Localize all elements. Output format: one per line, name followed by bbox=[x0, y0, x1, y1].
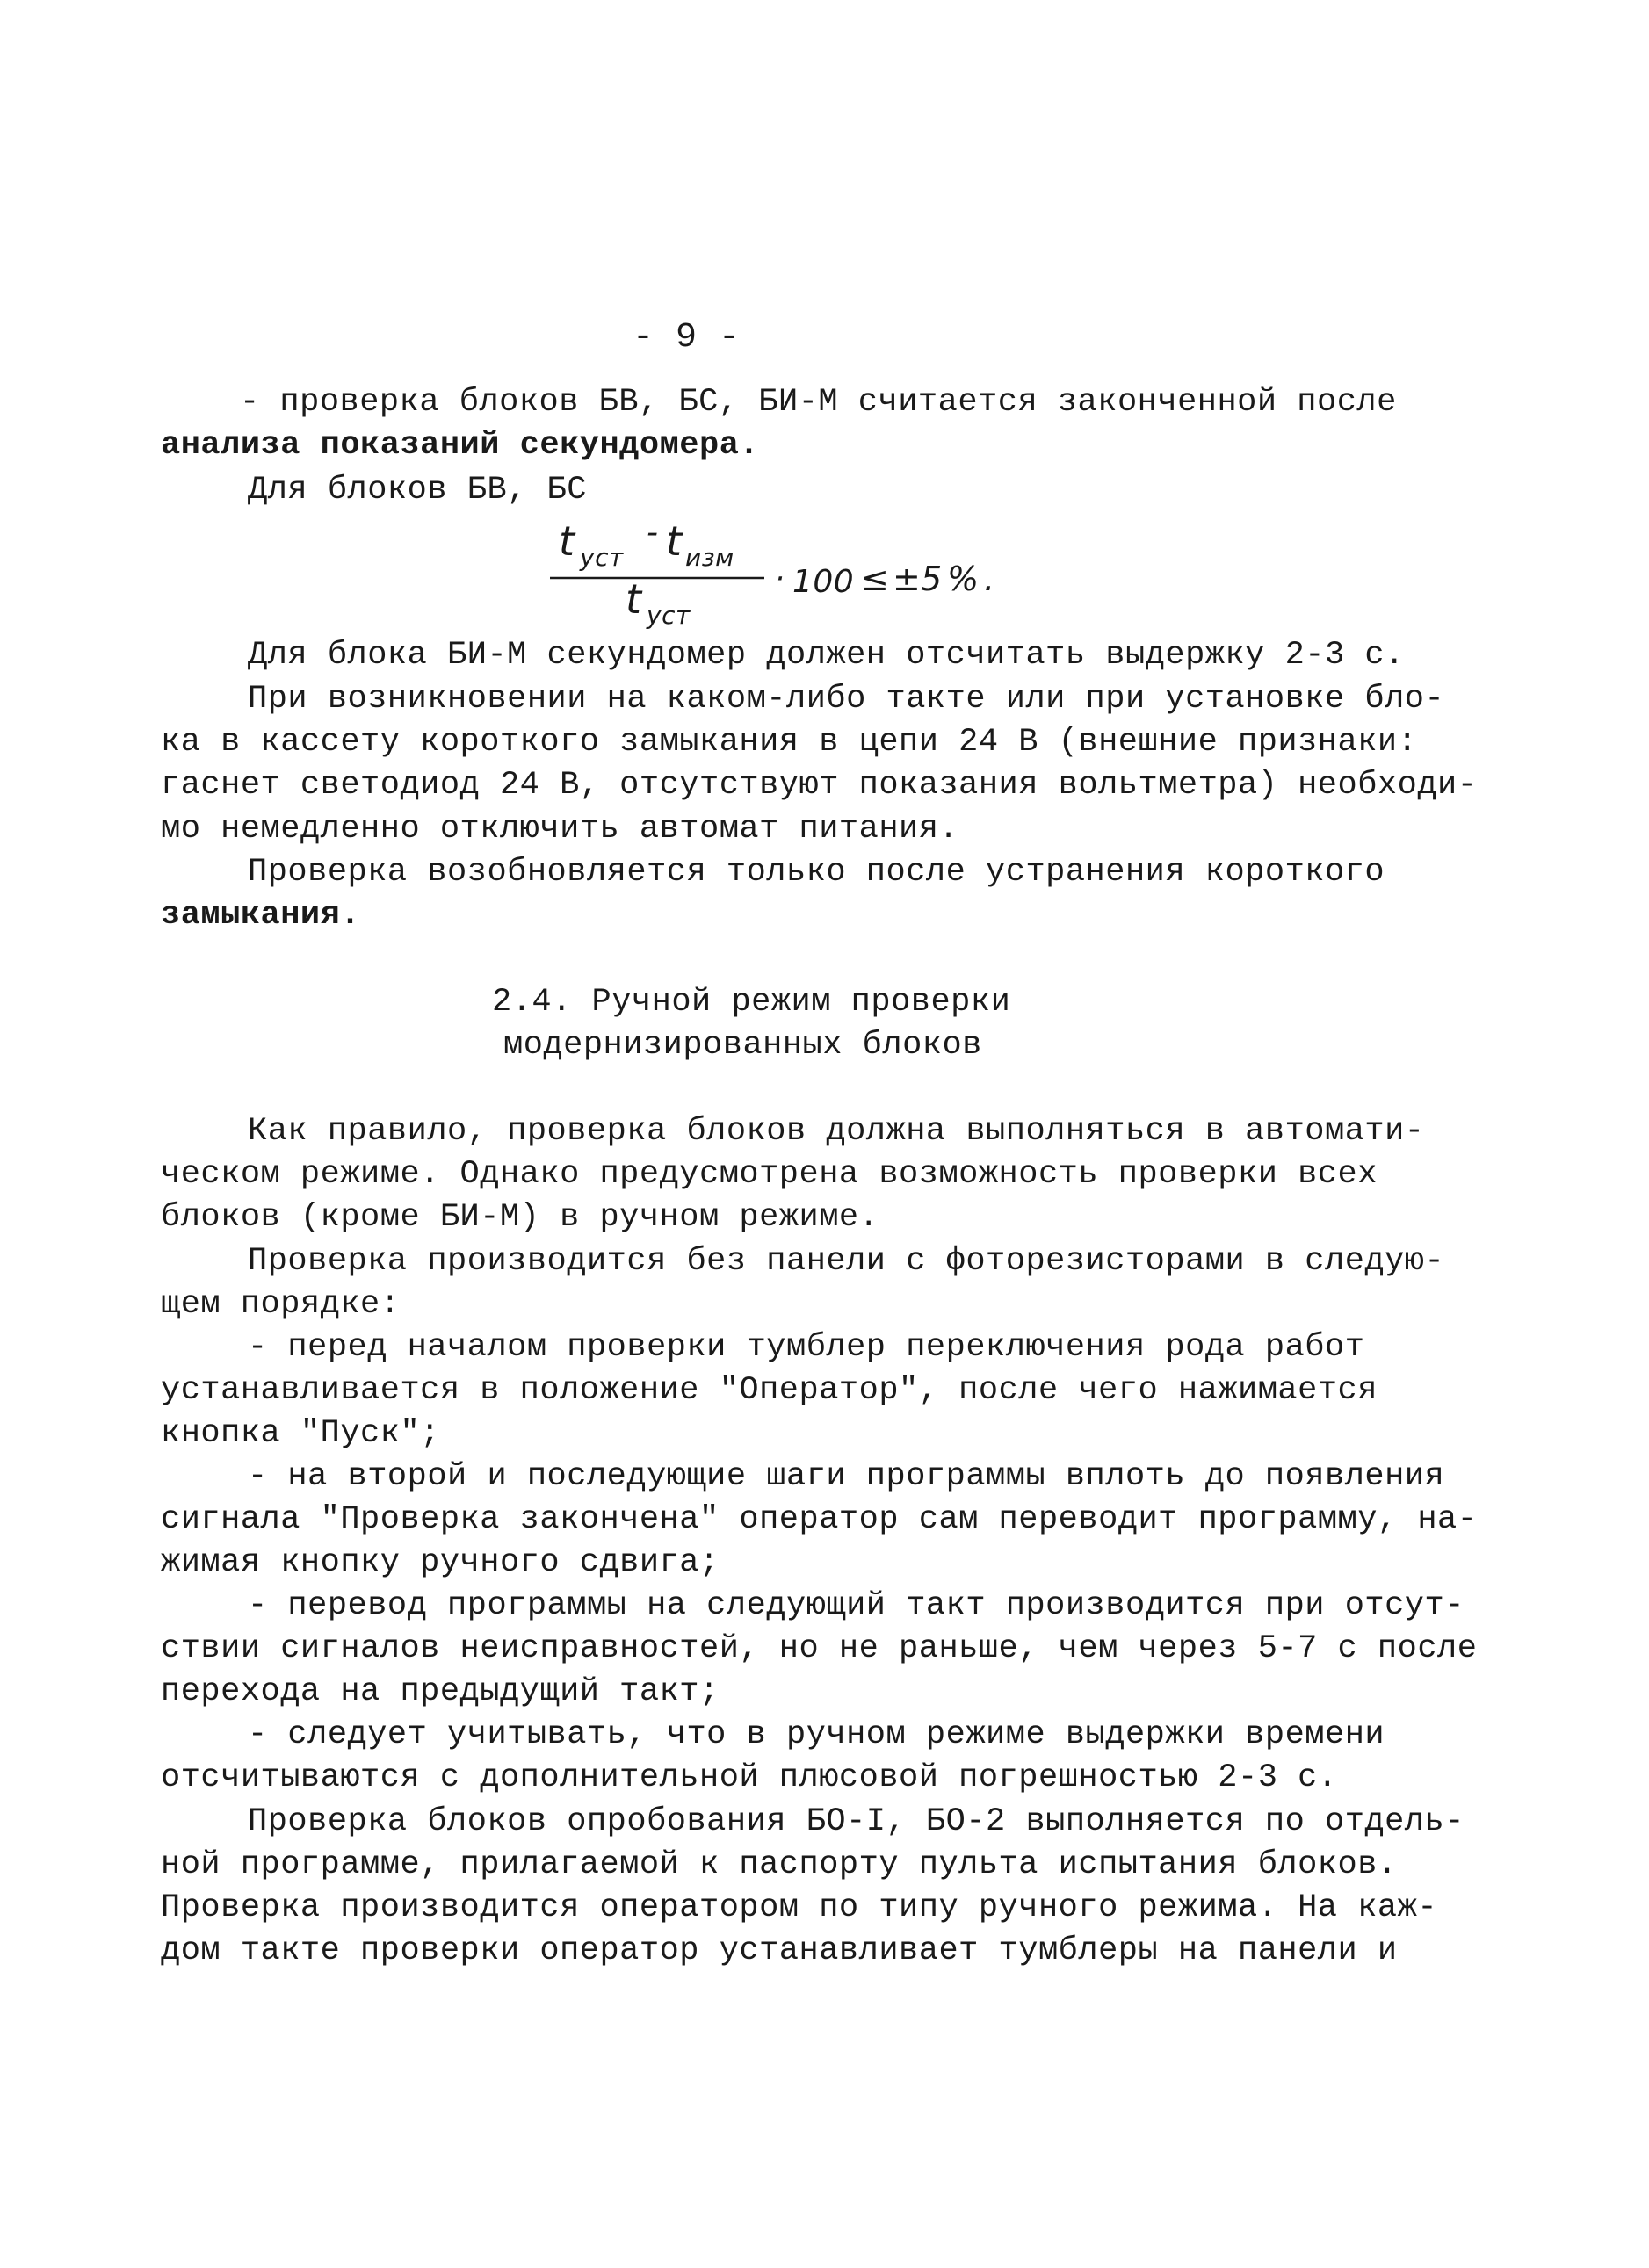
text-line-18: кнопка "Пуск"; bbox=[161, 1415, 440, 1452]
text-line-24: перехода на предыдущий такт; bbox=[161, 1673, 720, 1710]
text-line-2: анализа показаний секундомера. bbox=[161, 427, 760, 464]
text-line-6: ка в кассету короткого замыкания в цепи 24 В (внешние признаки: bbox=[161, 724, 1418, 761]
text-line-29: Проверка производится оператором по типу ручного режима. На каж- bbox=[161, 1889, 1438, 1926]
text-line-4: Для блока БИ-М секундомер должен отсчитать выдержку 2-3 с. bbox=[248, 637, 1405, 674]
text-line-3: Для блоков БВ, БС bbox=[248, 472, 587, 509]
text-line-14: Проверка производится без панели с фоторезисторами в следую- bbox=[248, 1243, 1445, 1280]
formula-percent: % bbox=[947, 560, 980, 598]
formula-ust-sub-top: уст bbox=[580, 543, 624, 572]
text-line-5: При возникновении на каком-либо такте или при установке бло- bbox=[248, 681, 1445, 718]
text-line-20: сигнала "Проверка закончена" оператор сам переводит программу, на- bbox=[161, 1501, 1478, 1538]
formula-t-izm: t bbox=[666, 517, 683, 565]
text-line-7: гаснет светодиод 24 В, отсутствуют показания вольтметра) необходи- bbox=[161, 767, 1478, 804]
formula-ust-sub-bottom: уст bbox=[647, 601, 691, 629]
text-line-25: - следует учитывать, что в ручном режиме выдержки времени bbox=[248, 1716, 1385, 1753]
text-line-27: Проверка блоков опробования БО-I, БО-2 выполняется по отдель- bbox=[248, 1803, 1465, 1840]
text-line-22: - перевод программы на следующий такт производится при отсут- bbox=[248, 1587, 1465, 1624]
text-line-10: замыкания. bbox=[161, 897, 361, 934]
formula-hundred: 100 bbox=[792, 564, 855, 600]
formula-times: · bbox=[775, 561, 785, 596]
formula-izm-sub: изм bbox=[685, 543, 734, 572]
text-line-8: мо немедленно отключить автомат питания. bbox=[161, 811, 959, 848]
text-line-19: - на второй и последующие шаги программы вплоть до появления bbox=[248, 1458, 1445, 1495]
formula-five: 5 bbox=[921, 560, 943, 598]
page-number: - 9 - bbox=[633, 318, 741, 358]
section-heading-line-2: модернизированных блоков bbox=[503, 1027, 982, 1064]
formula-leq: ≤ bbox=[861, 560, 890, 598]
formula-minus: - bbox=[647, 515, 659, 551]
text-line-13: блоков (кроме БИ-М) в ручном режиме. bbox=[161, 1199, 879, 1236]
text-line-11: Как правило, проверка блоков должна выполняться в автомати- bbox=[248, 1113, 1425, 1150]
formula-t-ust-top: t bbox=[559, 517, 575, 565]
text-line-23: ствии сигналов неисправностей, но не раньше, чем через 5-7 с после bbox=[161, 1630, 1478, 1667]
text-line-9: Проверка возобновляется только после устранения короткого bbox=[248, 854, 1385, 891]
text-line-16: - перед началом проверки тумблер переключения рода работ bbox=[248, 1329, 1365, 1366]
text-line-12: ческом режиме. Однако предусмотрена возможность проверки всех bbox=[161, 1156, 1378, 1193]
formula-dot: . bbox=[984, 560, 995, 598]
formula-svg bbox=[545, 515, 1037, 629]
text-line-17: устанавливается в положение "Оператор", после чего нажимается bbox=[161, 1372, 1378, 1409]
text-line-28: ной программе, прилагаемой к паспорту пульта испытания блоков. bbox=[161, 1846, 1398, 1883]
text-line-1: - проверка блоков БВ, БС, БИ-М считается законченной после bbox=[240, 384, 1397, 421]
text-line-15: щем порядке: bbox=[161, 1286, 401, 1323]
text-line-26: отсчитываются с дополнительной плюсовой погрешностью 2-3 с. bbox=[161, 1759, 1338, 1796]
formula-t-ust-bottom: t bbox=[626, 575, 642, 623]
text-line-21: жимая кнопку ручного сдвига; bbox=[161, 1544, 720, 1581]
text-line-30: дом такте проверки оператор устанавливает тумблеры на панели и bbox=[161, 1932, 1398, 1969]
formula-pm: ± bbox=[893, 560, 922, 598]
section-heading-line-1: 2.4. Ручной режим проверки bbox=[492, 984, 1011, 1021]
formula-block bbox=[545, 515, 1037, 629]
